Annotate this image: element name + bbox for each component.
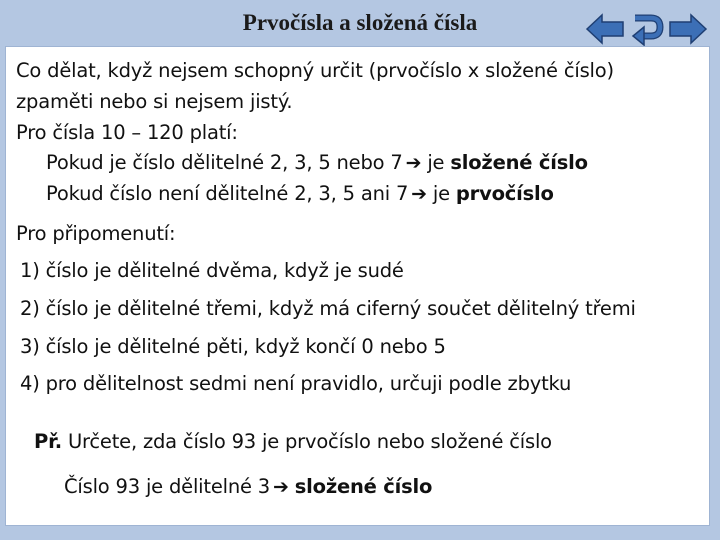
range-line: Pro čísla 10 – 120 platí: [16, 121, 238, 144]
answer-result: složené číslo [294, 475, 433, 498]
answer-line [64, 475, 432, 498]
reminder-heading: Pro připomenutí: [16, 222, 176, 245]
rule-prime [46, 182, 554, 205]
reminder-item: 2) číslo je dělitelné třemi, když má ciferný součet dělitelný třemi [20, 297, 636, 320]
arrow-right-icon: ➔ [273, 476, 289, 498]
answer-text: Číslo 93 je dělitelné 3 [64, 475, 270, 498]
example-label: Př. [34, 430, 62, 453]
rule-prime-mid: je [432, 182, 450, 205]
rule-composite [46, 151, 588, 174]
rule-composite-result: složené číslo [450, 151, 588, 174]
page-title: Prvočísla a složená čísla [242, 10, 478, 35]
rule-prime-text: Pokud číslo není dělitelné 2, 3, 5 ani 7 [46, 182, 409, 205]
intro-line-1: Co dělat, když nejsem schopný určit (prvočíslo x složené číslo) [16, 59, 614, 82]
example-line [34, 430, 552, 453]
reminder-item: 3) číslo je dělitelné pěti, když končí 0 nebo 5 [20, 335, 446, 358]
reminder-item: 4) pro dělitelnost sedmi není pravidlo, určuji podle zbytku [20, 372, 572, 395]
arrow-right-icon [668, 12, 708, 46]
reminder-item: 1) číslo je dělitelné dvěma, když je sudé [20, 259, 404, 282]
return-icon [629, 12, 665, 46]
back-button[interactable] [585, 12, 625, 46]
rule-composite-text: Pokud je číslo dělitelné 2, 3, 5 nebo 7 [46, 151, 403, 174]
rule-prime-result: prvočíslo [455, 182, 554, 205]
rule-composite-mid: je [427, 151, 445, 174]
intro-line-2: zpaměti nebo si nejsem jistý. [16, 90, 293, 113]
arrow-right-icon: ➔ [411, 183, 427, 205]
return-button[interactable] [629, 12, 665, 46]
example-text: Určete, zda číslo 93 je prvočíslo nebo složené číslo [67, 430, 552, 453]
forward-button[interactable] [668, 12, 708, 46]
arrow-left-icon [585, 12, 625, 46]
arrow-right-icon: ➔ [405, 152, 422, 174]
slide-content [6, 47, 709, 525]
